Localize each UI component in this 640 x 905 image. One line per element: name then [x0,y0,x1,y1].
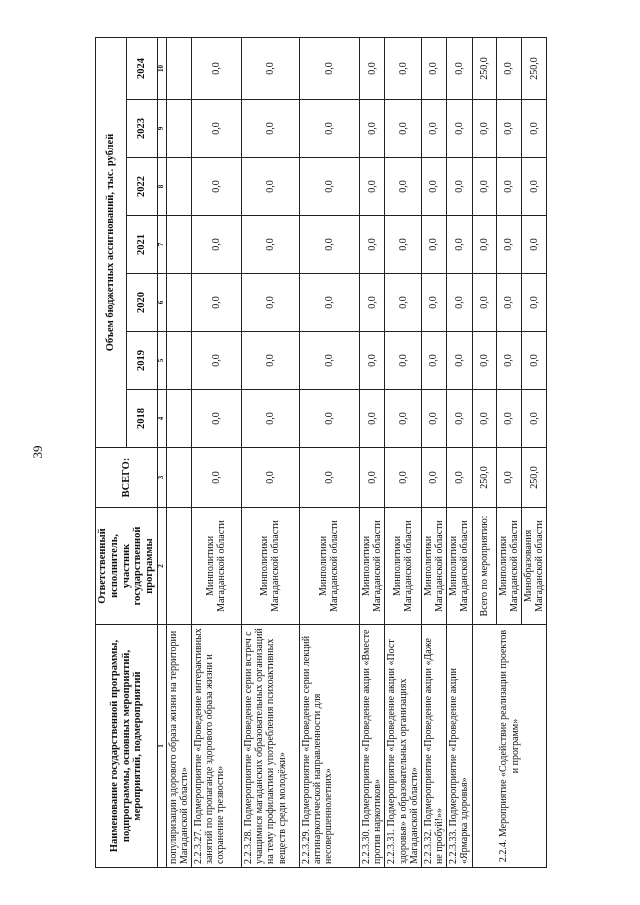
row-year-value: 0,0 [299,158,359,216]
row-year-value: 0,0 [421,332,446,390]
row-year-value: 0,0 [299,38,359,100]
row-year-value: 0,0 [241,332,299,390]
row-year-value: 0,0 [359,216,384,274]
row-year-value [166,100,191,158]
header-year: 2021 [126,216,157,274]
row-year-value: 0,0 [385,332,422,390]
row-year-value: 0,0 [447,158,472,216]
table-row [299,38,359,868]
row-name: 2.2.3.31. Подмероприятие «Проведение акции «Пост здоровья» в образовательных организациях Магаданской области» [385,625,422,868]
header-budget: Объем бюджетных ассигнований, тыс. рублей [96,38,127,448]
row-year-value: 0,0 [241,390,299,448]
row-name: популяризации здорового образа жизни на территории Магаданской области» [166,625,191,868]
row-responsible: Минполитики Магаданской области [299,508,359,625]
row-name: 2.2.3.33. Подмероприятие «Проведение акции «Ярмарка здоровья» [447,625,472,868]
column-number: 2 [157,508,166,625]
header-year: 2019 [126,332,157,390]
row-year-value: 0,0 [522,274,547,332]
row-year-value: 250,0 [472,38,496,100]
row-year-value: 0,0 [385,100,422,158]
row-name: 2.2.3.29. Подмероприятие «Проведение серии лекций антинаркотической направленности для несовершеннолетних» [299,625,359,868]
row-year-value: 0,0 [447,100,472,158]
row-year-value: 0,0 [522,390,547,448]
row-year-value: 0,0 [447,274,472,332]
header-year: 2023 [126,100,157,158]
row-year-value: 0,0 [447,332,472,390]
row-year-value: 0,0 [421,390,446,448]
budget-table [95,37,547,868]
page-number: 39 [30,445,45,459]
row-year-value: 0,0 [522,158,547,216]
row-year-value [166,390,191,448]
column-number: 7 [157,216,166,274]
table-row [447,38,472,868]
column-number: 8 [157,158,166,216]
row-year-value: 0,0 [496,332,521,390]
table-row [385,38,422,868]
row-year-value: 0,0 [496,100,521,158]
row-year-value: 0,0 [241,158,299,216]
column-number: 10 [157,38,166,100]
row-year-value: 0,0 [385,38,422,100]
row-total-value: 0,0 [496,448,521,508]
row-name: 2.2.3.27. Подмероприятие «Проведение интерактивных занятий по пропаганде здорового образа жизни и сохранение трезвости» [191,625,241,868]
column-number: 4 [157,390,166,448]
header-total: ВСЕГО: [96,448,158,508]
row-year-value: 0,0 [496,158,521,216]
row-total-value: 250,0 [472,448,496,508]
row-year-value: 0,0 [385,274,422,332]
row-year-value: 0,0 [496,390,521,448]
header-responsible: Ответственный исполнитель, участник государственной программы [96,508,158,625]
row-responsible [166,508,191,625]
row-total-value: 250,0 [522,448,547,508]
header-year: 2018 [126,390,157,448]
column-number: 6 [157,274,166,332]
row-year-value: 0,0 [359,38,384,100]
table-row [241,38,299,868]
row-responsible: Минполитики Магаданской области [385,508,422,625]
row-total-value: 0,0 [385,448,422,508]
row-year-value: 0,0 [472,332,496,390]
row-year-value: 0,0 [359,274,384,332]
row-responsible: Минполитики Магаданской области [359,508,384,625]
row-year-value: 0,0 [522,332,547,390]
row-total-value: 0,0 [359,448,384,508]
row-year-value: 0,0 [359,390,384,448]
table-row [359,38,384,868]
table-row [191,38,241,868]
row-responsible: Минполитики Магаданской области [421,508,446,625]
row-year-value: 0,0 [472,390,496,448]
column-number: 3 [157,448,166,508]
row-year-value: 0,0 [447,216,472,274]
row-year-value: 0,0 [472,216,496,274]
row-year-value [166,274,191,332]
column-number: 1 [157,625,166,868]
row-total-value: 0,0 [299,448,359,508]
row-year-value: 0,0 [496,38,521,100]
row-total-value: 0,0 [241,448,299,508]
column-numbers-row [157,38,166,868]
row-total-value: 0,0 [421,448,446,508]
row-year-value: 0,0 [299,274,359,332]
row-total-value: 0,0 [191,448,241,508]
row-name: 2.2.3.32. Подмероприятие «Проведение акции «Даже не пробуй!»» [421,625,446,868]
row-year-value: 0,0 [191,390,241,448]
row-year-value: 0,0 [359,100,384,158]
row-year-value [166,38,191,100]
row-year-value: 0,0 [241,216,299,274]
table-row [166,38,191,868]
row-year-value: 0,0 [359,158,384,216]
row-year-value: 0,0 [522,100,547,158]
row-year-value: 0,0 [447,390,472,448]
row-year-value: 0,0 [359,332,384,390]
header-year: 2020 [126,274,157,332]
column-number: 9 [157,100,166,158]
measure-name: 2.2.4. Мероприятие «Содействие реализации проектов и программ» [472,625,547,868]
row-year-value: 0,0 [385,390,422,448]
row-name: 2.2.3.30. Подмероприятие «Проведение акции «Вместе против наркотиков» [359,625,384,868]
row-year-value: 0,0 [299,100,359,158]
row-year-value: 0,0 [191,216,241,274]
table-body [166,38,547,868]
row-year-value: 0,0 [191,274,241,332]
row-year-value: 0,0 [241,38,299,100]
row-year-value: 0,0 [472,158,496,216]
row-responsible: Минобразования Магаданской области [522,508,547,625]
row-responsible: Минполитики Магаданской области [241,508,299,625]
row-year-value [166,158,191,216]
row-responsible: Минполитики Магаданской области [447,508,472,625]
rotated-table-container [95,38,615,868]
row-year-value: 0,0 [421,216,446,274]
header-year: 2022 [126,158,157,216]
row-year-value: 0,0 [421,38,446,100]
row-year-value: 0,0 [241,100,299,158]
row-year-value: 0,0 [472,274,496,332]
row-year-value: 250,0 [522,38,547,100]
table-row [421,38,446,868]
row-total-value: 0,0 [447,448,472,508]
row-year-value: 0,0 [299,216,359,274]
row-year-value: 0,0 [522,216,547,274]
row-total-value [166,448,191,508]
row-year-value: 0,0 [241,274,299,332]
row-year-value: 0,0 [385,158,422,216]
header-row-top [96,38,127,868]
row-year-value [166,216,191,274]
row-year-value: 0,0 [191,332,241,390]
row-year-value: 0,0 [421,274,446,332]
column-number: 5 [157,332,166,390]
row-name: 2.2.3.28. Подмероприятие «Проведение серии встреч с учащимися магаданских образовательных организаций на тему профилактики употребления психоактивных веществ среди молодёжи» [241,625,299,868]
row-responsible: Всего по мероприятию: [472,508,496,625]
header-name: Наименование государственной программы, подпрограммы, основных мероприятий, мероприятий, подмероприятий [96,625,158,868]
row-year-value: 0,0 [191,38,241,100]
table-row [472,38,496,868]
row-responsible: Минполитики Магаданской области [496,508,521,625]
row-year-value: 0,0 [496,216,521,274]
row-year-value: 0,0 [421,158,446,216]
row-year-value: 0,0 [191,100,241,158]
row-year-value: 0,0 [496,274,521,332]
row-year-value: 0,0 [447,38,472,100]
row-year-value: 0,0 [299,390,359,448]
row-year-value: 0,0 [385,216,422,274]
header-year: 2024 [126,38,157,100]
row-year-value: 0,0 [299,332,359,390]
row-year-value: 0,0 [191,158,241,216]
row-responsible: Минполитики Магаданской области [191,508,241,625]
row-year-value [166,332,191,390]
row-year-value: 0,0 [421,100,446,158]
row-year-value: 0,0 [472,100,496,158]
